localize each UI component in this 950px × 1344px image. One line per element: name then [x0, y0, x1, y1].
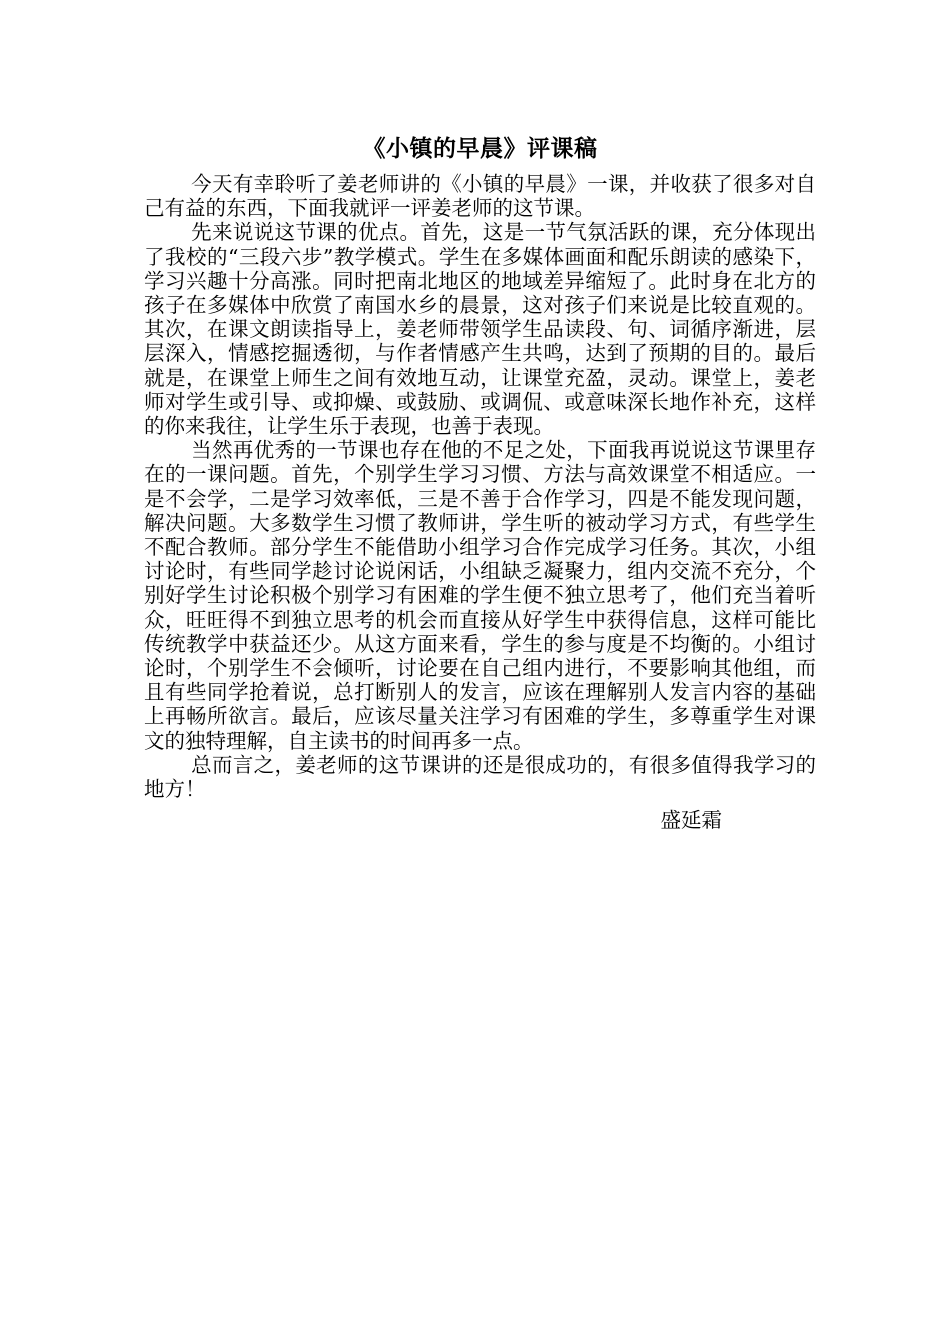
author-signature: 盛延霜: [660, 808, 722, 833]
paragraph-intro: 今天有幸聆听了姜老师讲的《小镇的早晨》一课，并收获了很多对自己有益的东西，下面我就评一评姜老师的这节课。: [144, 172, 816, 221]
document-title: 《小镇的早晨》评课稿: [362, 136, 598, 162]
paragraph-conclusion: 总而言之，姜老师的这节课讲的还是很成功的，有很多值得我学习的地方！: [144, 752, 816, 802]
document-body: [144, 132, 816, 833]
paragraph-weaknesses: 当然再优秀的一节课也存在他的不足之处，下面我再说说这节课里存在的一课问题。首先，个别学生学习习惯、方法与高效课堂不相适应。一是不会学，二是学习效率低，三是不善于合作学习，四是不能发现问题，解决问题。大多数学生习惯了教师讲，学生听的被动学习方式，有些学生不配合教师。部分学生不能借助小组学习合作完成学习任务。其次，小组讨论时，有些同学趁讨论说闲话，小组缺乏凝聚力，组内交流不充分，个别好学生讨论积极个别学习有困难的学生便不独立思考了，他们充当着听众，旺旺得不到独立思考的机会而直接从好学生中获得信息，这样可能比传统教学中获益还少。从这方面来看，学生的参与度是不均衡的。小组讨论时，个别学生不会倾听，讨论要在自己组内进行，不要影响其他组，而且有些同学抢着说，总打断别人的发言，应该在理解别人发言内容的基础上再畅所欲言。最后，应该尽量关注学习有困难的学生，多尊重学生对课文的独特理解，自主读书的时间再多一点。: [144, 438, 816, 753]
paragraph-strengths: 先来说说这节课的优点。首先，这是一节气氛活跃的课，充分体现出了我校的“三段六步”教学模式。学生在多媒体画面和配乐朗读的感染下，学习兴趣十分高涨。同时把南北地区的地域差异缩短了。此时身在北方的孩子在多媒体中欣赏了南国水乡的晨景，这对孩子们来说是比较直观的。其次，在课文朗读指导上，姜老师带领学生品读段、句、词循序渐进，层层深入，情感挖掘透彻，与作者情感产生共鸣，达到了预期的目的。最后就是，在课堂上师生之间有效地互动，让课堂充盈，灵动。课堂上，姜老师对学生或引导、或抑燥、或鼓励、或调侃、或意味深长地作补充，这样的你来我往，让学生乐于表现，也善于表现。: [144, 220, 816, 439]
